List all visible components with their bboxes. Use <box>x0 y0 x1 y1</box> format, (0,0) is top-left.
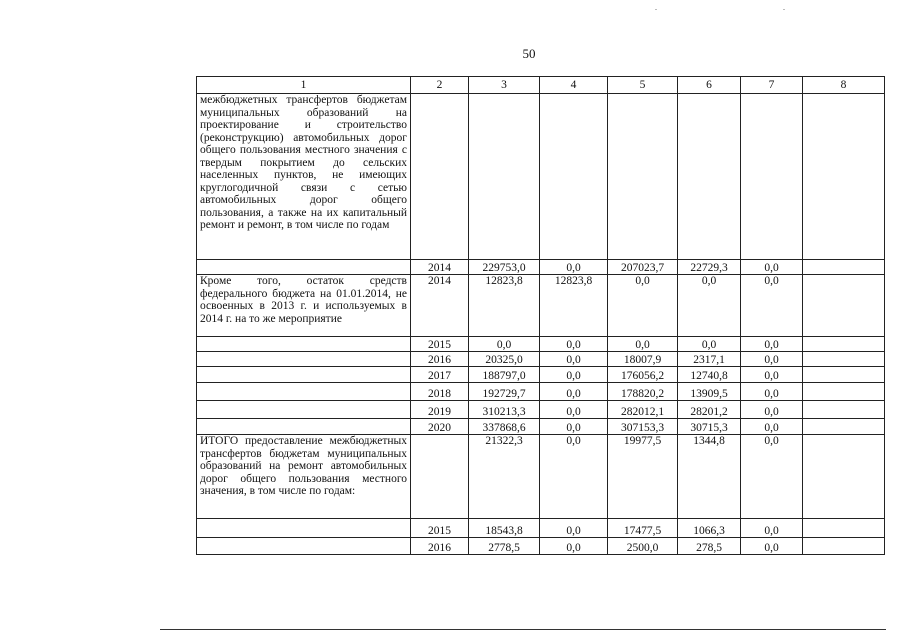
row-year <box>411 435 469 519</box>
row-value-col-3: 21322,3 <box>469 435 540 519</box>
table-row <box>197 260 885 275</box>
row-value-col-8 <box>803 260 885 275</box>
row-value-col-7: 0,0 <box>741 401 803 419</box>
row-value-col-8 <box>803 519 885 538</box>
row-description: Кроме того, остаток средств федерального бюджета на 01.01.2014, не освоенных в 2013 г. и используемых в 2014 г. на то же мероприятие <box>197 275 411 337</box>
table-row <box>197 383 885 401</box>
row-value-col-3: 192729,7 <box>469 383 540 401</box>
row-value-col-5: 307153,3 <box>608 419 678 435</box>
bottom-rule <box>160 629 886 630</box>
row-value-col-3: 18543,8 <box>469 519 540 538</box>
row-year: 2017 <box>411 367 469 383</box>
col-header-5: 5 <box>608 77 678 94</box>
row-description <box>197 401 411 419</box>
row-year: 2020 <box>411 419 469 435</box>
table-row <box>197 538 885 555</box>
row-value-col-3 <box>469 94 540 260</box>
row-description <box>197 419 411 435</box>
col-header-8: 8 <box>803 77 885 94</box>
row-value-col-6 <box>678 94 741 260</box>
row-value-col-3: 20325,0 <box>469 352 540 367</box>
row-value-col-5: 17477,5 <box>608 519 678 538</box>
row-year: 2016 <box>411 352 469 367</box>
col-header-1: 1 <box>197 77 411 94</box>
row-value-col-8 <box>803 419 885 435</box>
row-value-col-7: 0,0 <box>741 275 803 337</box>
row-value-col-8 <box>803 401 885 419</box>
row-value-col-7 <box>741 94 803 260</box>
row-year: 2014 <box>411 260 469 275</box>
row-value-col-4: 0,0 <box>540 419 608 435</box>
row-value-col-5: 207023,7 <box>608 260 678 275</box>
scan-speck <box>783 9 785 10</box>
row-value-col-5: 282012,1 <box>608 401 678 419</box>
row-value-col-7: 0,0 <box>741 383 803 401</box>
row-value-col-8 <box>803 337 885 352</box>
row-value-col-4: 0,0 <box>540 519 608 538</box>
row-value-col-5: 178820,2 <box>608 383 678 401</box>
row-description: межбюджетных трансфертов бюджетам муниципальных образований на проектирование и строительство (реконструкцию) автомобильных дорог общего пользования местного значения с твердым покрытием до сельских населенных пунктов, не имеющих круглогодичной связи с сетью автомобильных дорог общего пользования, а также на их капитальный ремонт и ремонт, в том числе по годам <box>197 94 411 260</box>
row-value-col-6: 0,0 <box>678 337 741 352</box>
row-value-col-5: 19977,5 <box>608 435 678 519</box>
row-value-col-8 <box>803 435 885 519</box>
row-value-col-6: 2317,1 <box>678 352 741 367</box>
row-description <box>197 367 411 383</box>
row-value-col-6: 30715,3 <box>678 419 741 435</box>
table-row <box>197 435 885 519</box>
row-value-col-4: 0,0 <box>540 383 608 401</box>
row-value-col-6: 22729,3 <box>678 260 741 275</box>
row-value-col-6: 28201,2 <box>678 401 741 419</box>
table-row <box>197 367 885 383</box>
row-value-col-5 <box>608 94 678 260</box>
header-row <box>197 77 885 94</box>
table-row <box>197 519 885 538</box>
row-value-col-3: 188797,0 <box>469 367 540 383</box>
row-year <box>411 94 469 260</box>
row-year: 2015 <box>411 519 469 538</box>
row-value-col-8 <box>803 383 885 401</box>
row-value-col-4: 0,0 <box>540 260 608 275</box>
row-value-col-3: 337868,6 <box>469 419 540 435</box>
row-value-col-7: 0,0 <box>741 538 803 555</box>
row-value-col-3: 2778,5 <box>469 538 540 555</box>
row-value-col-7: 0,0 <box>741 337 803 352</box>
row-value-col-8 <box>803 367 885 383</box>
row-value-col-6: 12740,8 <box>678 367 741 383</box>
row-value-col-6: 1066,3 <box>678 519 741 538</box>
row-year: 2014 <box>411 275 469 337</box>
row-value-col-7: 0,0 <box>741 367 803 383</box>
col-header-7: 7 <box>741 77 803 94</box>
row-value-col-4: 12823,8 <box>540 275 608 337</box>
row-value-col-4: 0,0 <box>540 367 608 383</box>
row-value-col-4: 0,0 <box>540 337 608 352</box>
row-description: ИТОГО предоставление межбюджетных трансфертов бюджетам муниципальных образований на ремонт автомобильных дорог общего пользования местного значения, в том числе по годам: <box>197 435 411 519</box>
col-header-4: 4 <box>540 77 608 94</box>
row-year: 2016 <box>411 538 469 555</box>
row-value-col-4: 0,0 <box>540 352 608 367</box>
row-value-col-7: 0,0 <box>741 352 803 367</box>
col-header-3: 3 <box>469 77 540 94</box>
row-value-col-8 <box>803 352 885 367</box>
row-description <box>197 383 411 401</box>
row-description <box>197 337 411 352</box>
row-value-col-3: 0,0 <box>469 337 540 352</box>
row-value-col-5: 2500,0 <box>608 538 678 555</box>
row-value-col-7: 0,0 <box>741 419 803 435</box>
table-row <box>197 352 885 367</box>
row-description <box>197 352 411 367</box>
table-row <box>197 419 885 435</box>
table-row <box>197 94 885 260</box>
row-value-col-7: 0,0 <box>741 260 803 275</box>
row-value-col-4: 0,0 <box>540 435 608 519</box>
row-year: 2015 <box>411 337 469 352</box>
row-value-col-6: 1344,8 <box>678 435 741 519</box>
row-value-col-4: 0,0 <box>540 538 608 555</box>
row-value-col-5: 18007,9 <box>608 352 678 367</box>
row-value-col-4 <box>540 94 608 260</box>
table-row <box>197 275 885 337</box>
row-value-col-5: 0,0 <box>608 275 678 337</box>
page-number: 50 <box>522 46 536 61</box>
row-value-col-7: 0,0 <box>741 519 803 538</box>
row-value-col-5: 176056,2 <box>608 367 678 383</box>
row-value-col-6: 0,0 <box>678 275 741 337</box>
scan-speck <box>655 9 657 10</box>
row-value-col-4: 0,0 <box>540 401 608 419</box>
row-value-col-5: 0,0 <box>608 337 678 352</box>
row-description <box>197 260 411 275</box>
row-year: 2019 <box>411 401 469 419</box>
row-description <box>197 519 411 538</box>
row-value-col-6: 278,5 <box>678 538 741 555</box>
row-year: 2018 <box>411 383 469 401</box>
row-value-col-8 <box>803 94 885 260</box>
budget-table <box>196 76 885 555</box>
table-row <box>197 401 885 419</box>
row-value-col-6: 13909,5 <box>678 383 741 401</box>
table-body <box>197 94 885 555</box>
row-value-col-8 <box>803 538 885 555</box>
row-value-col-8 <box>803 275 885 337</box>
table-row <box>197 337 885 352</box>
row-value-col-7: 0,0 <box>741 435 803 519</box>
row-value-col-3: 12823,8 <box>469 275 540 337</box>
row-value-col-3: 229753,0 <box>469 260 540 275</box>
row-value-col-3: 310213,3 <box>469 401 540 419</box>
col-header-2: 2 <box>411 77 469 94</box>
row-description <box>197 538 411 555</box>
col-header-6: 6 <box>678 77 741 94</box>
